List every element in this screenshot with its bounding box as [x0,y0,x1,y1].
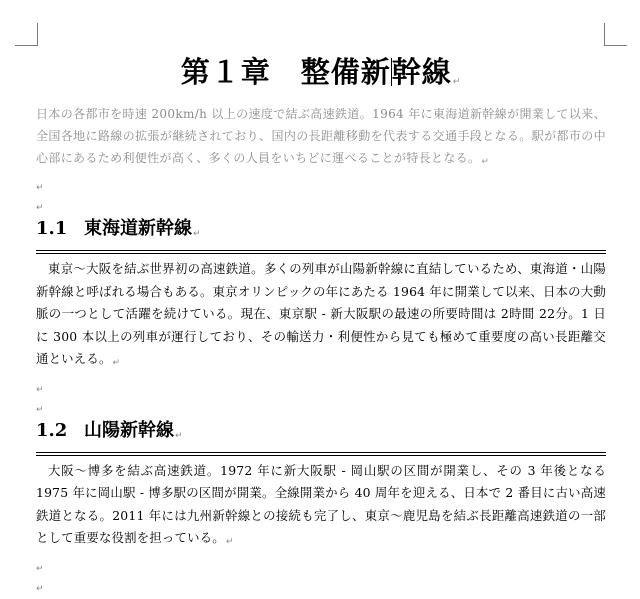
paragraph-mark-icon: ↵ [36,203,44,213]
section-body-1-1[interactable] [36,258,606,375]
section-body-text: 大阪～博多を結ぶ高速鉄道。1972 年に新大阪駅 - 岡山駅の区間が開業し、その 3 年後となる 1975 年に岡山駅 - 博多駅の区間が開業。全線開業から 40 周年を迎える、日本で 2 番目に古い高速鉄道となる。2011 年には九州新幹線との接続も完了し、東京～鹿児島を結ぶ長距離高速鉄道の一部として重要な役割を担っている。 [36,462,606,545]
empty-paragraph[interactable] [36,574,606,594]
paragraph-mark-icon: ↵ [36,404,44,415]
section-body-1-2[interactable] [36,460,606,554]
empty-paragraph[interactable] [36,173,606,193]
paragraph-mark-icon: ↵ [481,157,490,167]
paragraph-mark-icon: ↵ [112,358,121,368]
intro-paragraph[interactable] [36,103,606,173]
paragraph-mark-icon: ↵ [36,384,44,395]
chapter-title[interactable] [36,48,606,96]
empty-paragraph[interactable] [36,554,606,574]
intro-text: 日本の各都市を時速 200km/h 以上の速度で結ぶ高速鉄道。1964 年に東海道新幹線が開業して以来、全国各地に路線の拡張が継続されており、国内の長距離移動を代表する交通手段となる。駅が都市の中心部にあるため利便性が高く、多くの人員をいちどに運べることが特長となる。 [36,107,606,165]
paragraph-mark-icon: ↵ [36,183,44,193]
section-number: 1.1 [36,218,68,239]
paragraph-mark-icon: ↵ [452,77,462,87]
section-heading-1-1[interactable] [36,217,606,254]
paragraph-mark-icon: ↵ [36,563,44,574]
empty-paragraph[interactable] [36,193,606,213]
document-page[interactable] [36,48,606,594]
section-title: 東海道新幹線 [84,218,192,239]
chapter-title-text: 第１章 整備新 [180,55,391,89]
section-title: 山陽新幹線 [84,419,174,441]
section-heading-1-2[interactable] [36,419,606,456]
paragraph-mark-icon: ↵ [225,537,234,547]
paragraph-mark-icon: ↵ [175,430,183,441]
chapter-title-text-rest: 幹線 [391,55,452,89]
section-number: 1.2 [36,419,68,441]
crop-mark-top-right [604,23,627,46]
empty-paragraph[interactable] [36,375,606,395]
paragraph-mark-icon: ↵ [36,583,44,594]
section-body-text: 東京～大阪を結ぶ世界初の高速鉄道。多くの列車が山陽新幹線に直結しているため、東海道・山陽新幹線と呼ばれる場合もある。東京オリンピックの年にあたる 1964 年に開業して以来、日本の大動脈の一つとして活躍を続けている。現在、東京駅 - 新大阪駅の最速の所要時間は 2時間 22分。1 日に 300 本以上の列車が運行しており、その輸送力・利便性から見ても極めて重要度の高い長距離交通といえる。 [36,261,606,366]
crop-mark-top-left [15,23,38,46]
empty-paragraph[interactable] [36,395,606,415]
paragraph-mark-icon: ↵ [193,229,201,239]
